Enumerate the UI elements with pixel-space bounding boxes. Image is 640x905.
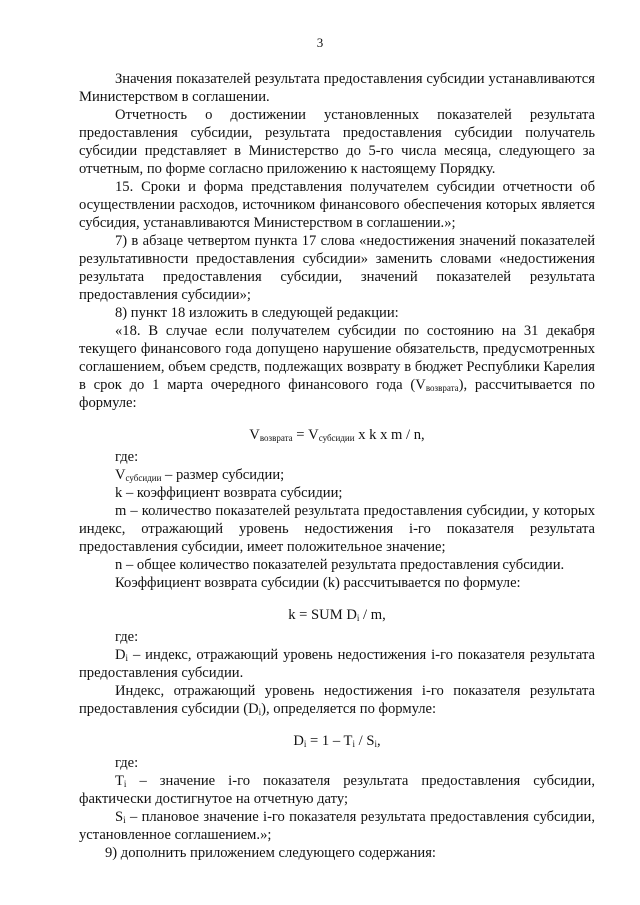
paragraph-index: Индекс, отражающий уровень недостижения i-го показателя результата предоставления субсидии $(D_i)$, определяется по формуле: (79, 683, 595, 717)
definition-n: n – общее количество показателей результата предоставления субсидии. (115, 557, 565, 573)
formula-return-volume: $V_{возврата} = V_{субсидии}$ x k x m / n, (249, 427, 425, 443)
definition-s: $S_i$ – плановое значение i-го показателя результата предоставления субсидии, установленное соглашением.»; (79, 809, 595, 843)
definition-v-subsidy: $V_{субсидии}$ – размер субсидии; (115, 467, 285, 483)
formula-index: $D_i = 1 - T_i / S_i$, (293, 733, 381, 749)
paragraph-coefficient: Коэффициент возврата субсидии (k) рассчитывается по формуле: (115, 575, 521, 591)
definition-t: $T_i$ – значение i-го показателя результата предоставления субсидии, фактически достигнутое на отчетную дату; (79, 773, 595, 807)
formula-coefficient: k = SUM $D_i$ / m, (288, 607, 386, 623)
paragraph-amendment-9: 9) дополнить приложением следующего содержания: (105, 845, 436, 861)
definition-m: m – количество показателей результата предоставления субсидии, у которых индекс, отражающий уровень недостижения i-го показателя результата предоставления субсидии, имеет положительное значение; (79, 503, 595, 555)
where-label-1: где: (115, 449, 139, 465)
paragraph-amendment-7: 7) в абзаце четвертом пункта 17 слова «недостижения значений показателей результативности предоставления субсидии» заменить словами «недостижения результата предоставления субсидии, значений показателей результата предоставления субсидии»; (79, 233, 595, 303)
document-body (79, 70, 595, 862)
where-label-2: где: (115, 629, 139, 645)
paragraph-amendment-8: 8) пункт 18 изложить в следующей редакции: (115, 305, 399, 321)
where-label-3: где: (115, 755, 139, 771)
paragraph-reporting: Отчетность о достижении установленных показателей результата предоставления субсидии, результата предоставления субсидии получатель субсидии представляет в Министерство до 5-го числа месяца, следующего за отчетным, по форме согласно приложению к настоящему Порядку. (79, 107, 595, 177)
paragraph-item-18: «18. В случае если получателем субсидии по состоянию на 31 декабря текущего финансового года допущено нарушение обязательств, предусмотренных соглашением, объем средств, подлежащих возврату в бюджет Республики Карелия в срок до 1 марта очередного финансового года $(V_{возврата})$, рассчитывается по формуле: (79, 323, 595, 411)
paragraph-item-15: 15. Сроки и форма представления получателем субсидии отчетности об осуществлении расходов, источником финансового обеспечения которых является субсидия, устанавливаются Министерством в соглашении.»; (79, 179, 595, 231)
page-number: 3 (316, 35, 324, 50)
paragraph-indicator-values: Значения показателей результата предоставления субсидии устанавливаются Министерством в соглашении. (79, 71, 595, 105)
definition-d: $D_i$ – индекс, отражающий уровень недостижения i-го показателя результата предоставления субсидии. (79, 647, 595, 681)
definition-k: k – коэффициент возврата субсидии; (115, 485, 343, 501)
